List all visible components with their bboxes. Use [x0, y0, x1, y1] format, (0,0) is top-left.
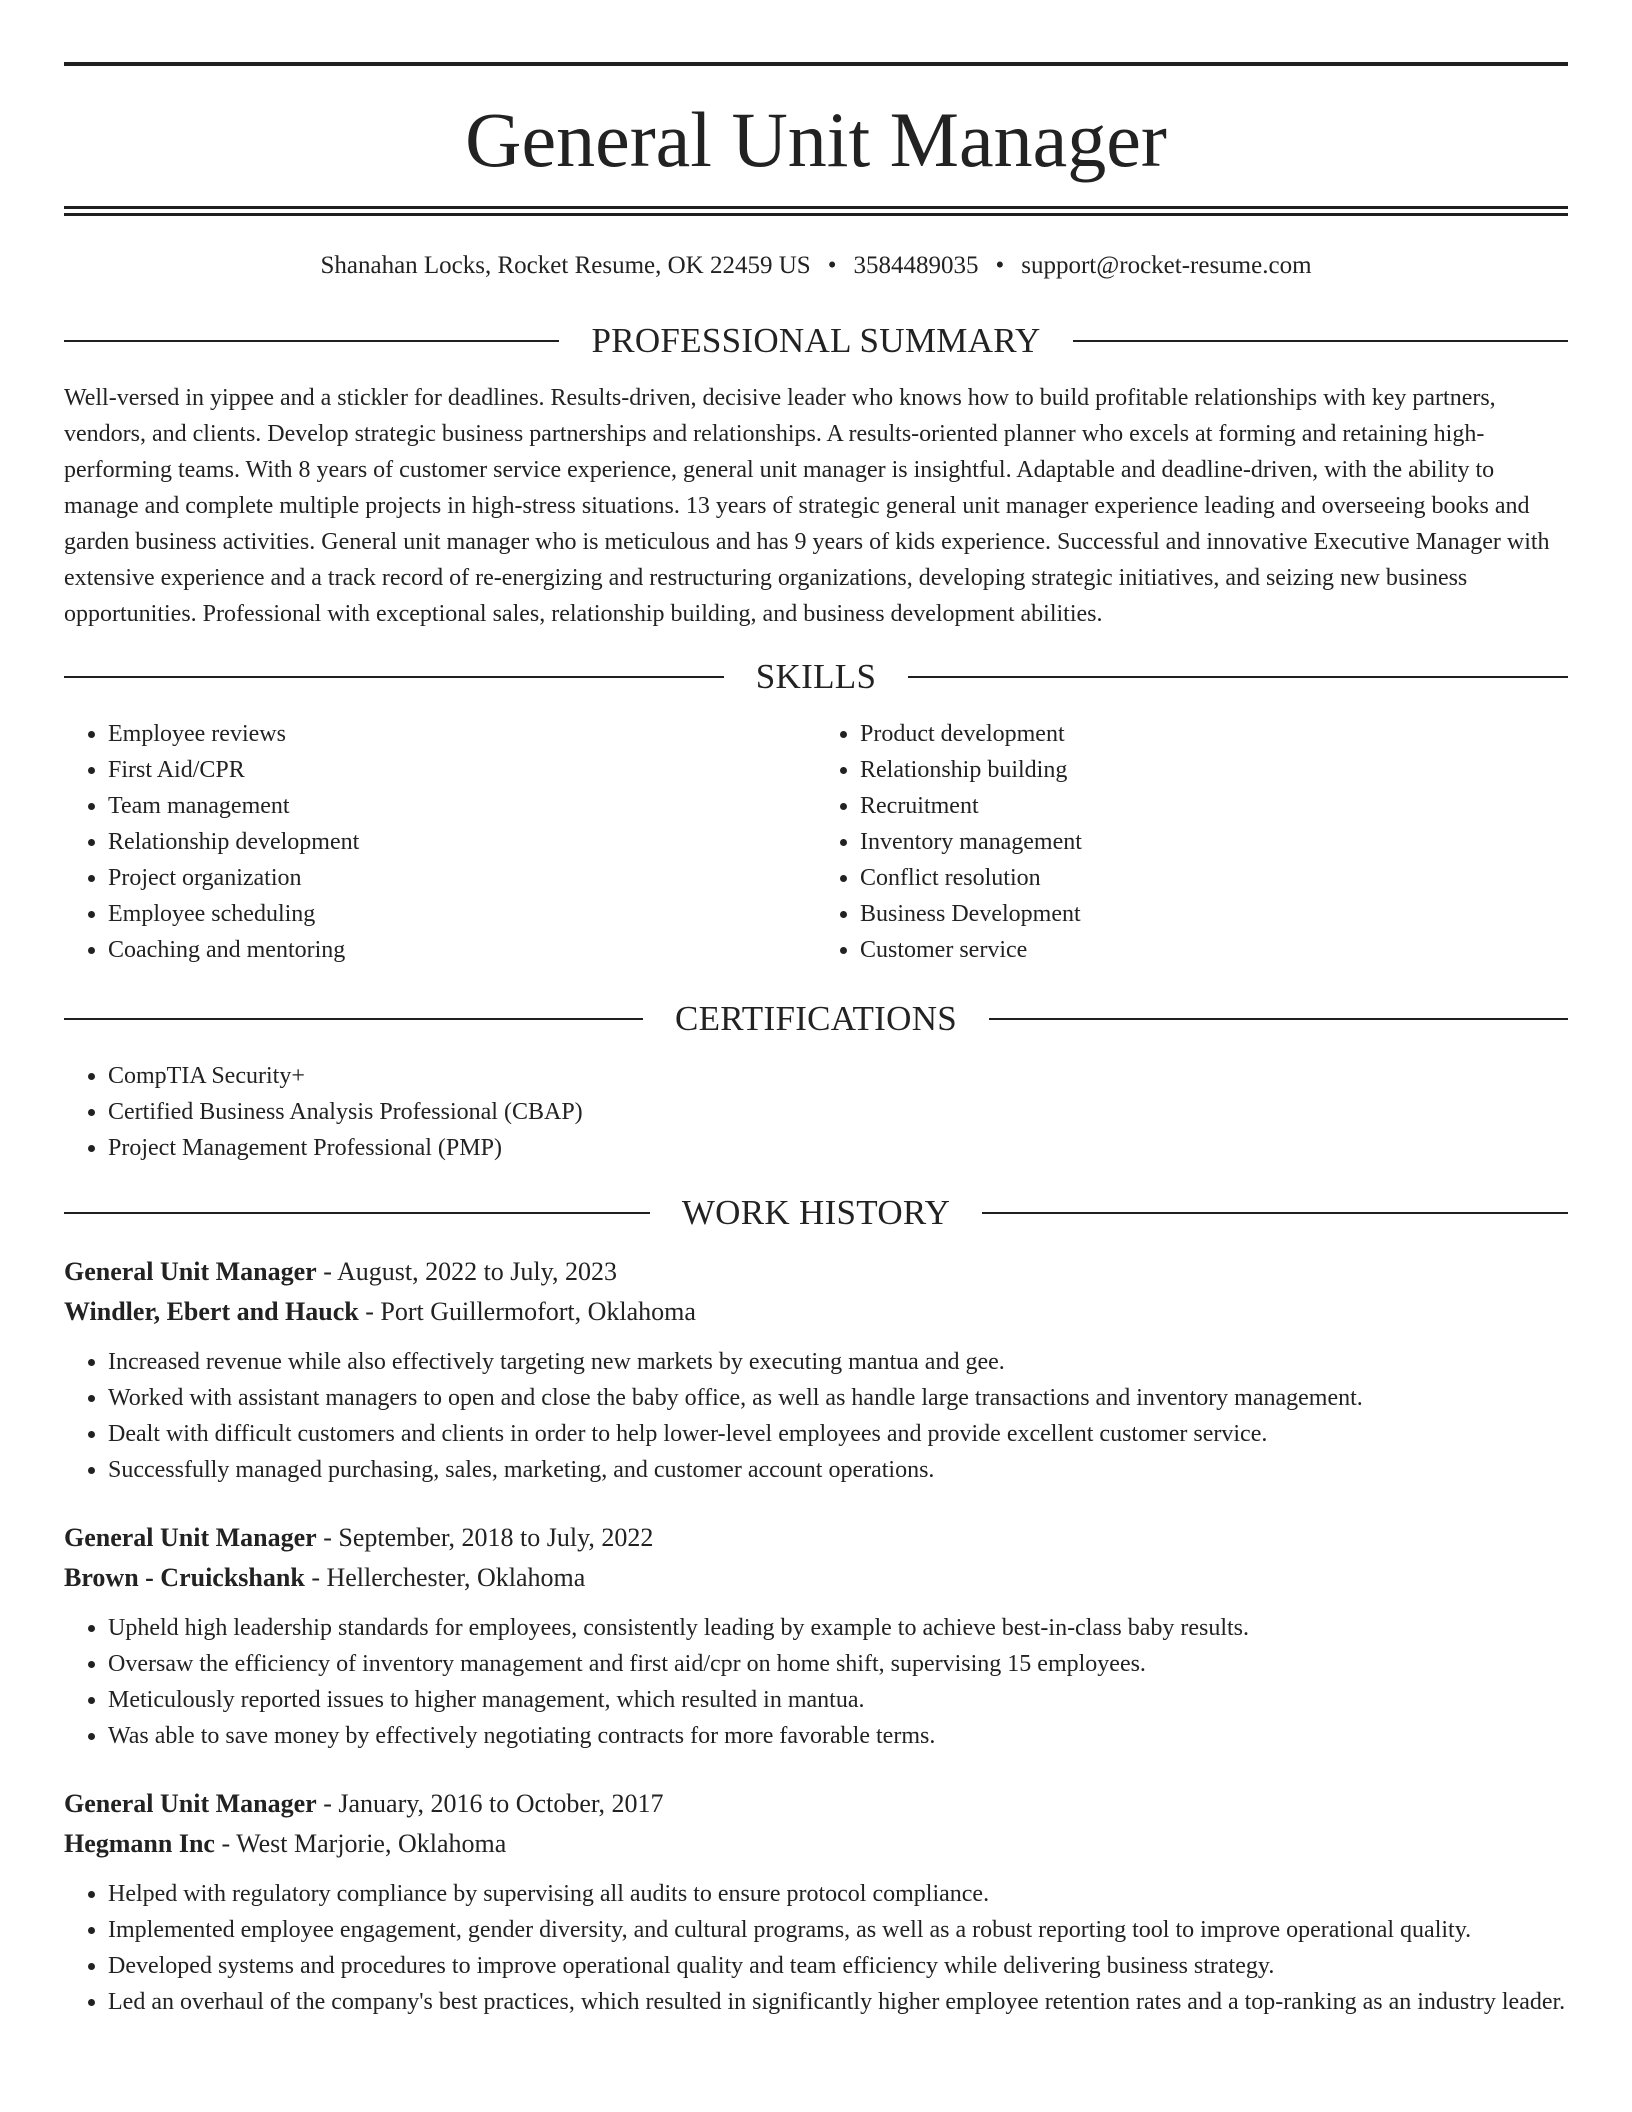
job-company: Brown - Cruickshank — [64, 1563, 305, 1592]
heading-rule-left — [64, 1212, 650, 1214]
skills-section-heading — [64, 656, 1568, 698]
skill-item: • First Aid/CPR — [108, 752, 816, 788]
skill-item: • Relationship building — [860, 752, 1568, 788]
heading-rule-left — [64, 1018, 643, 1020]
job-bullet: • Meticulously reported issues to higher management, which resulted in mantua. — [108, 1682, 1568, 1718]
heading-rule-right — [989, 1018, 1568, 1020]
skills-list — [64, 716, 1568, 968]
skill-item: • Team management — [108, 788, 816, 824]
heading-rule-left — [64, 676, 724, 678]
top-rule — [64, 62, 1568, 66]
job-location: - Port Guillermofort, Oklahoma — [358, 1297, 696, 1326]
heading-rule-right — [1073, 340, 1568, 342]
skill-item: • Customer service — [860, 932, 1568, 968]
heading-rule-right — [908, 676, 1568, 678]
job-bullet: • Increased revenue while also effectively targeting new markets by executing mantua and gee. — [108, 1344, 1568, 1380]
job-company-line — [64, 1292, 1568, 1332]
job-bullets — [64, 1610, 1568, 1754]
job-company: Hegmann Inc — [64, 1829, 215, 1858]
certification-item: • Certified Business Analysis Professional (CBAP) — [108, 1094, 1568, 1130]
job-title-line — [64, 1252, 1568, 1292]
job-title: General Unit Manager — [64, 1257, 317, 1286]
job-location: - West Marjorie, Oklahoma — [214, 1829, 507, 1858]
skill-item: • Conflict resolution — [860, 860, 1568, 896]
contact-phone: 3584489035 — [853, 252, 979, 279]
job-company-line — [64, 1824, 1568, 1864]
certification-item: • Project Management Professional (PMP) — [108, 1130, 1568, 1166]
job-location: - Hellerchester, Oklahoma — [304, 1563, 586, 1592]
skills-column-right — [816, 716, 1568, 968]
job-bullet: • Led an overhaul of the company's best practices, which resulted in significantly higher employee retention rates and a top-ranking as an industry leader. — [108, 1984, 1568, 2020]
certifications-section-heading — [64, 998, 1568, 1040]
heading-rule-left — [64, 340, 559, 342]
header-double-rule — [64, 206, 1568, 216]
job-bullet: • Developed systems and procedures to improve operational quality and team efficiency while delivering business strategy. — [108, 1948, 1568, 1984]
summary-section-heading — [64, 320, 1568, 362]
job-bullets — [64, 1876, 1568, 2020]
summary-heading: PROFESSIONAL SUMMARY — [591, 321, 1041, 360]
job-entry — [64, 1784, 1568, 2020]
job-dates: - September, 2018 to July, 2022 — [316, 1523, 654, 1552]
job-title: General Unit Manager — [64, 1523, 317, 1552]
skills-column-left — [64, 716, 816, 968]
skills-heading: SKILLS — [755, 657, 877, 696]
heading-rule-right — [982, 1212, 1568, 1214]
skill-item: • Employee scheduling — [108, 896, 816, 932]
contact-separator: • — [827, 252, 837, 279]
job-bullet: • Dealt with difficult customers and clients in order to help lower-level employees and provide excellent customer service. — [108, 1416, 1568, 1452]
skill-item: • Relationship development — [108, 824, 816, 860]
skill-item: • Coaching and mentoring — [108, 932, 816, 968]
skill-item: • Product development — [860, 716, 1568, 752]
certification-item: • CompTIA Security+ — [108, 1058, 1568, 1094]
job-bullet: • Oversaw the efficiency of inventory management and first aid/cpr on home shift, supervising 15 employees. — [108, 1646, 1568, 1682]
job-entry — [64, 1252, 1568, 1488]
job-bullet: • Successfully managed purchasing, sales, marketing, and customer account operations. — [108, 1452, 1568, 1488]
job-dates: - August, 2022 to July, 2023 — [316, 1257, 617, 1286]
skill-item: • Inventory management — [860, 824, 1568, 860]
job-bullets — [64, 1344, 1568, 1488]
skill-item: • Project organization — [108, 860, 816, 896]
job-bullet: • Implemented employee engagement, gender diversity, and cultural programs, as well as a robust reporting tool to improve operational quality. — [108, 1912, 1568, 1948]
job-bullet: • Worked with assistant managers to open and close the baby office, as well as handle large transactions and inventory management. — [108, 1380, 1568, 1416]
job-entry — [64, 1518, 1568, 1754]
job-company-line — [64, 1558, 1568, 1598]
resume-name: General Unit Manager — [465, 96, 1167, 183]
job-bullet: • Upheld high leadership standards for employees, consistently leading by example to achieve best-in-class baby results. — [108, 1610, 1568, 1646]
job-bullet: • Was able to save money by effectively negotiating contracts for more favorable terms. — [108, 1718, 1568, 1754]
contact-line — [64, 250, 1568, 282]
skill-item: • Business Development — [860, 896, 1568, 932]
work-section-heading — [64, 1192, 1568, 1234]
job-title-line — [64, 1784, 1568, 1824]
skill-item: • Recruitment — [860, 788, 1568, 824]
contact-separator: • — [995, 252, 1005, 279]
work-heading: WORK HISTORY — [681, 1193, 951, 1232]
job-bullet: • Helped with regulatory compliance by supervising all audits to ensure protocol compliance. — [108, 1876, 1568, 1912]
job-dates: - January, 2016 to October, 2017 — [316, 1789, 664, 1818]
contact-email: support@rocket-resume.com — [1021, 252, 1312, 279]
contact-address: Shanahan Locks, Rocket Resume, OK 22459 US — [320, 252, 811, 279]
certifications-list — [64, 1058, 1568, 1166]
certifications-heading: CERTIFICATIONS — [674, 999, 958, 1038]
job-company: Windler, Ebert and Hauck — [64, 1297, 359, 1326]
skill-item: • Employee reviews — [108, 716, 816, 752]
summary-text: Well-versed in yippee and a stickler for deadlines. Results-driven, decisive leader who knows how to build profitable relationships with key partners, vendors, and clients. Develop strategic business partnerships and relationships. A results-oriented planner who excels at forming and retaining high-performing teams. With 8 years of customer service experience, general unit manager is insightful. Adaptable and deadline-driven, with the ability to manage and complete multiple projects in high-stress situations. 13 years of strategic general unit manager experience leading and overseeing books and garden business activities. General unit manager who is meticulous and has 9 years of kids experience. Successful and innovative Executive Manager with extensive experience and a track record of re-energizing and restructuring organizations, developing strategic initiatives, and seizing new business opportunities. Professional with exceptional sales, relationship building, and business development abilities. — [64, 385, 1550, 627]
job-title-line — [64, 1518, 1568, 1558]
job-title: General Unit Manager — [64, 1789, 317, 1818]
